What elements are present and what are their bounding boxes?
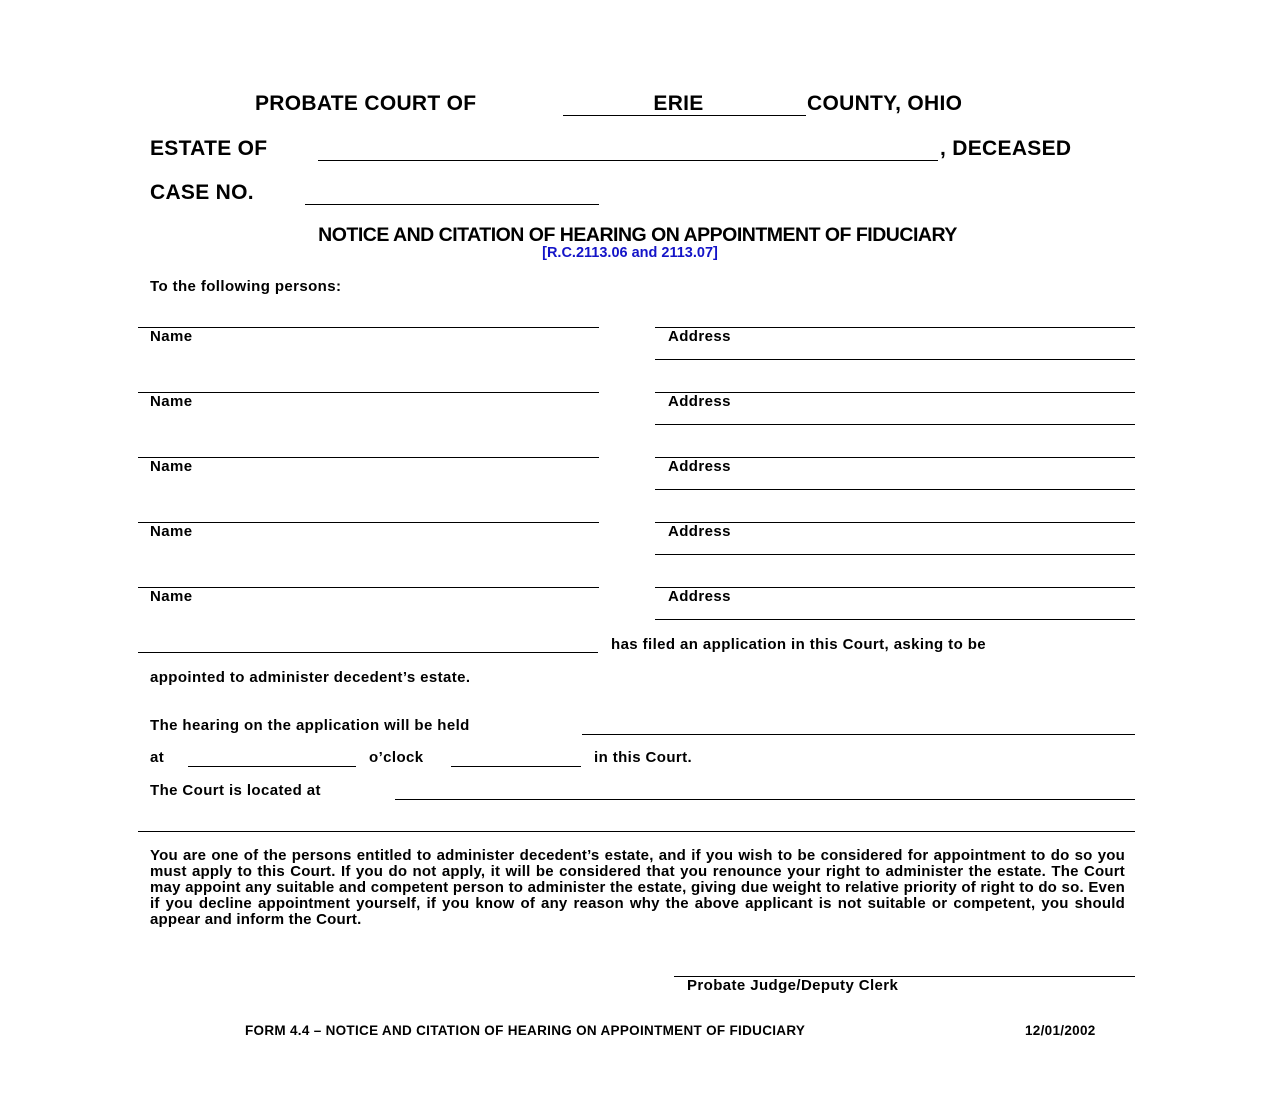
estate-name-field[interactable]: [318, 160, 938, 161]
county-field[interactable]: ERIE: [653, 92, 704, 115]
recipient-name-field[interactable]: [138, 522, 599, 523]
recipient-name-label: Name: [150, 393, 193, 410]
oclock-label: o’clock: [369, 749, 424, 766]
recipient-name-field[interactable]: [138, 587, 599, 588]
recipient-name-label: Name: [150, 523, 193, 540]
recipient-address-label: Address: [668, 588, 731, 605]
am-pm-field[interactable]: [451, 766, 581, 767]
form-footer-title: FORM 4.4 – NOTICE AND CITATION OF HEARING ON APPOINTMENT OF FIDUCIARY: [245, 1023, 806, 1038]
at-label: at: [150, 749, 165, 766]
hearing-text: The hearing on the application will be held: [150, 717, 470, 734]
court-prefix: PROBATE COURT OF: [255, 92, 477, 115]
estate-label: ESTATE OF: [150, 137, 268, 160]
case-number-label: CASE NO.: [150, 181, 254, 204]
recipient-address-field-line2[interactable]: [655, 619, 1135, 620]
recipient-name-field[interactable]: [138, 457, 599, 458]
filed-text: has filed an application in this Court, asking to be: [611, 636, 987, 653]
recipient-name-label: Name: [150, 458, 193, 475]
recipient-address-field-line2[interactable]: [655, 359, 1135, 360]
court-location-label: The Court is located at: [150, 782, 321, 799]
recipient-address-label: Address: [668, 328, 731, 345]
recipient-name-label: Name: [150, 328, 193, 345]
recipient-address-field-line2[interactable]: [655, 489, 1135, 490]
appointed-text: appointed to administer decedent’s estate.: [150, 669, 471, 686]
recipients-intro: To the following persons:: [150, 278, 342, 295]
section-divider: [138, 831, 1135, 832]
court-location-field[interactable]: [395, 799, 1135, 800]
instructions-paragraph: You are one of the persons entitled to administer decedent’s estate, and if you wish to be considered for appointment to do so you must apply to this Court. If you do not apply, it will be considered that you renounce your right to administer the estate. The Court may appoint any suitable and competent person to administer the estate, giving due weight to relative priority of right to do so. Even if you decline appointment yourself, if you know of any reason why the above applicant is not suitable or competent, you should appear and inform the Court.: [150, 847, 1125, 928]
hearing-time-field[interactable]: [188, 766, 356, 767]
deceased-label: , DECEASED: [940, 137, 1072, 160]
statute-citation: [R.C.2113.06 and 2113.07]: [542, 245, 718, 261]
notice-title: NOTICE AND CITATION OF HEARING ON APPOINTMENT OF FIDUCIARY: [318, 224, 957, 246]
signature-label: Probate Judge/Deputy Clerk: [687, 977, 899, 994]
recipient-address-label: Address: [668, 393, 731, 410]
recipient-name-label: Name: [150, 588, 193, 605]
recipient-name-field[interactable]: [138, 392, 599, 393]
case-number-field[interactable]: [305, 204, 599, 205]
in-court-text: in this Court.: [594, 749, 693, 766]
form-footer-date: 12/01/2002: [1025, 1023, 1096, 1038]
recipient-address-field-line2[interactable]: [655, 424, 1135, 425]
recipient-address-field-line2[interactable]: [655, 554, 1135, 555]
applicant-name-field[interactable]: [138, 652, 598, 653]
recipient-address-label: Address: [668, 458, 731, 475]
county-suffix: COUNTY, OHIO: [807, 92, 963, 115]
recipient-address-label: Address: [668, 523, 731, 540]
recipient-name-field[interactable]: [138, 327, 599, 328]
hearing-date-field[interactable]: [582, 734, 1135, 735]
